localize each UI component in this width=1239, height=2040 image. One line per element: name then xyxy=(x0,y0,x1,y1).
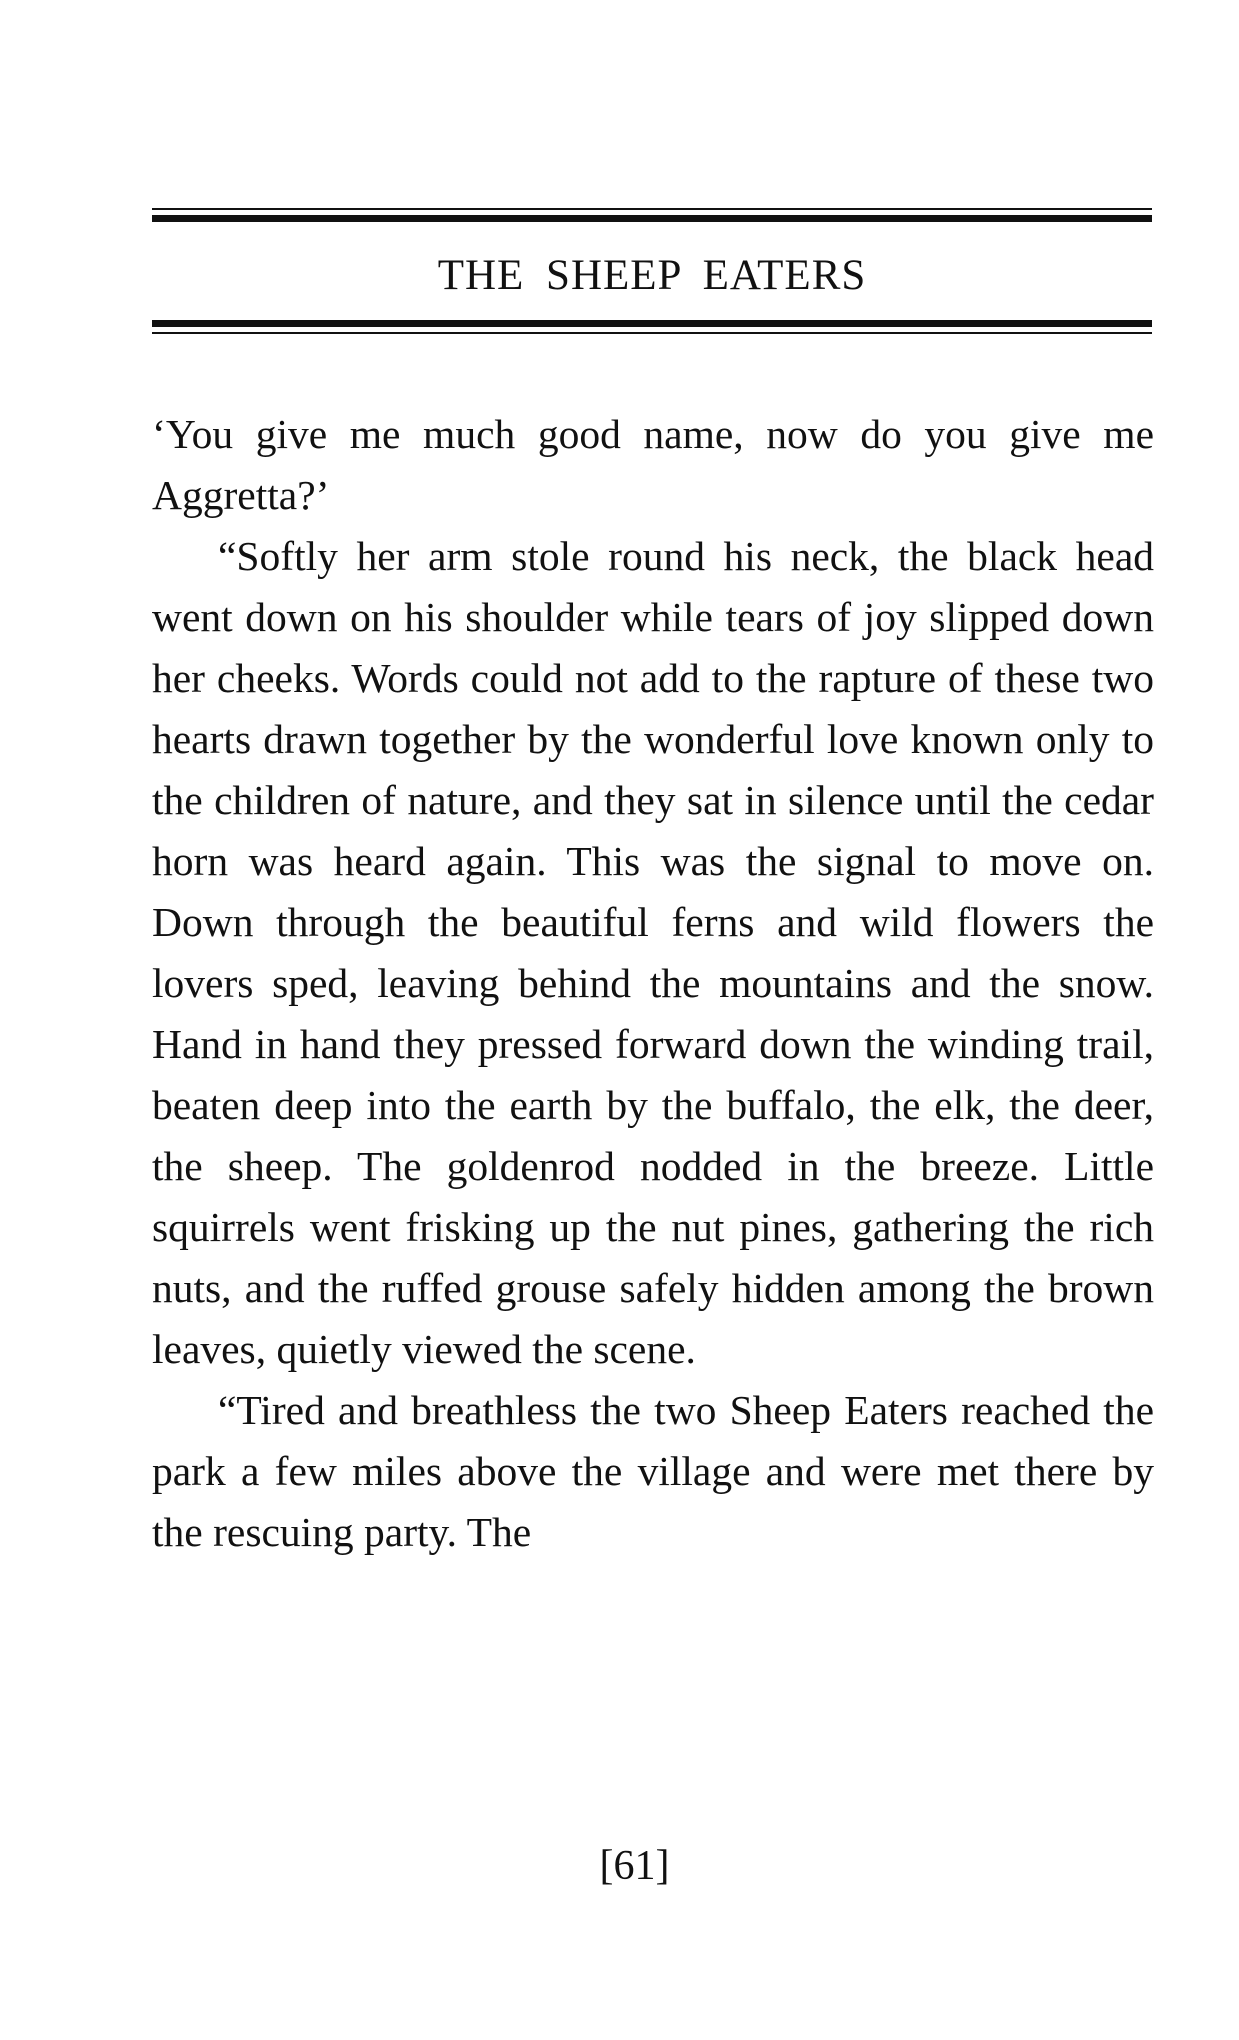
header-rule-bottom xyxy=(152,320,1152,334)
paragraph-2: “Softly her arm stole round his neck, the black head went down on his shoulder while tears of joy slipped down her cheeks. Words could not add to the rapture of these two hearts drawn together by the wonderful love known only to the children of nature, and they sat in silence until the cedar horn was heard again. This was the signal to move on. Down through the beautiful ferns and wild flowers the lovers sped, leaving behind the mountains and the snow. Hand in hand they pressed forward down the winding trail, beaten deep into the earth by the buffalo, the elk, the deer, the sheep. The goldenrod nodded in the breeze. Little squirrels went frisking up the nut pines, gathering the rich nuts, and the ruffed grouse safely hidden among the brown leaves, quietly viewed the scene. xyxy=(152,533,1154,1372)
paragraph-1: ‘You give me much good name, now do you give me Aggretta?’ xyxy=(152,411,1154,518)
running-head: THE SHEEP EATERS xyxy=(437,252,867,299)
body-text xyxy=(152,404,1154,1563)
paragraph-3: “Tired and breathless the two Sheep Eaters reached the park a few miles above the village and were met there by the rescuing party. The xyxy=(152,1387,1154,1555)
header-rule-top xyxy=(152,208,1152,222)
page-number: [61] xyxy=(599,1843,670,1889)
